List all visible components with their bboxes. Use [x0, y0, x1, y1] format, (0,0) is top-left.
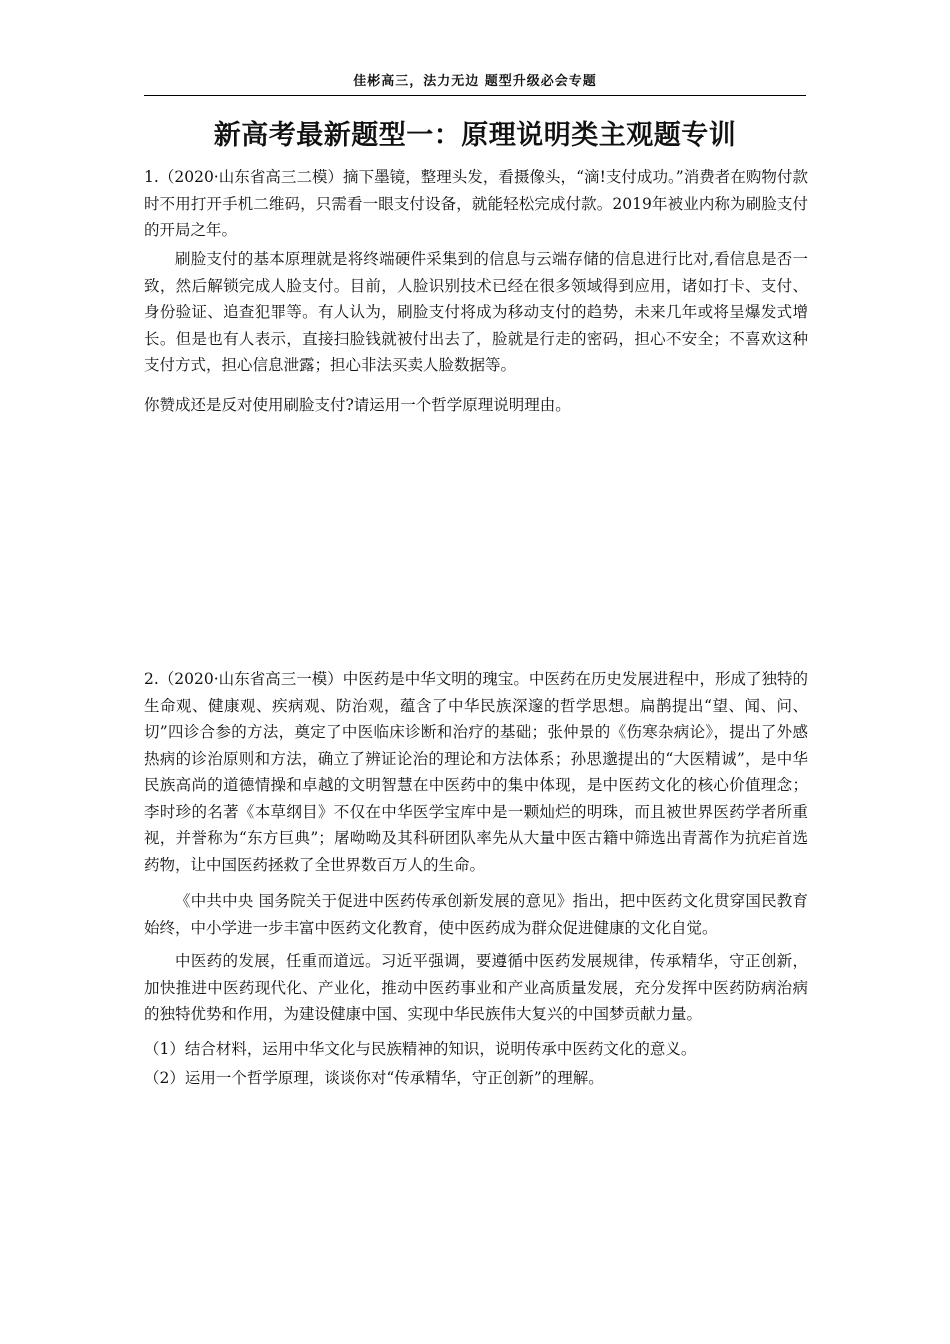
page-title: 新高考最新题型一：原理说明类主观题专训 — [213, 120, 737, 151]
page-header: 佳彬高三，法力无边 题型升级必会专题 — [353, 74, 597, 89]
question-2-paragraph-3: 中医药的发展，任重而道远。习近平强调，要遵循中医药发展规律，传承精华，守正创新，加快推进中医药现代化、产业化，推动中医药事业和产业高质量发展，充分发挥中医药防病治病的独特优势和作用，为建设健康中国、实现中华民族伟大复兴的中国梦贡献力量。 — [144, 952, 808, 1023]
header-divider — [144, 95, 806, 96]
question-2-intro: 2.（2020·山东省高三一模）中医药是中华文明的瑰宝。中医药在历史发展进程中，形成了独特的生命观、健康观、疾病观、防治观，蕴含了中华民族深邃的哲学思想。扁鹊提出“望、闻、问、切”四诊合参的方法，奠定了中医临床诊断和治疗的基础；张仲景的《伤寒杂病论》，提出了外感热病的诊治原则和方法，确立了辨证论治的理论和方法体系；孙思邈提出的“大医精诚”，是中华民族高尚的道德情操和卓越的文明智慧在中医药中的集中体现，是中医药文化的核心价值理念；李时珍的名著《本草纲目》不仅在中华医学宝库中是一颗灿烂的明珠，而且被世界医药学者所重视，并誉称为“东方巨典”；屠呦呦及其科研团队率先从大量中医古籍中筛选出青蒿作为抗疟首选药物，让中国医药拯救了全世界数百万人的生命。 — [144, 670, 808, 874]
question-2-subquestion-2: （2）运用一个哲学原理，谈谈你对“传承精华，守正创新”的理解。 — [144, 1069, 604, 1087]
question-1-paragraph: 刷脸支付的基本原理就是将终端硬件采集到的信息与云端存储的信息进行比对,看信息是否一致，然后解锁完成人脸支付。目前，人脸识别技术已经在很多领域得到应用，诸如打卡、支付、身份验证、追查犯罪等。有人认为，刷脸支付将成为移动支付的趋势，未来几年或将呈爆发式增长。但是也有人表示，直接扫脸钱就被付出去了，脸就是行走的密码，担心不安全；不喜欢这种支付方式，担心信息泄露；担心非法买卖人脸数据等。 — [144, 250, 808, 374]
question-2-subquestion-1: （1）结合材料，运用中华文化与民族精神的知识，说明传承中医药文化的意义。 — [144, 1040, 697, 1058]
question-1-prompt: 你赞成还是反对使用刷脸支付?请运用一个哲学原理说明理由。 — [144, 396, 571, 414]
question-1-intro: 1.（2020·山东省高三二模）摘下墨镜，整理头发，看摄像头，“滴!支付成功。”消费者在购物付款时不用打开手机二维码，只需看一眼支付设备，就能轻松完成付款。2019年被业内称为刷脸支付的开局之年。 — [144, 168, 808, 239]
question-2-paragraph-2: 《中共中央 国务院关于促进中医药传承创新发展的意见》指出，把中医药文化贯穿国民教育始终，中小学进一步丰富中医药文化教育，使中医药成为群众促进健康的文化自觉。 — [144, 892, 808, 937]
